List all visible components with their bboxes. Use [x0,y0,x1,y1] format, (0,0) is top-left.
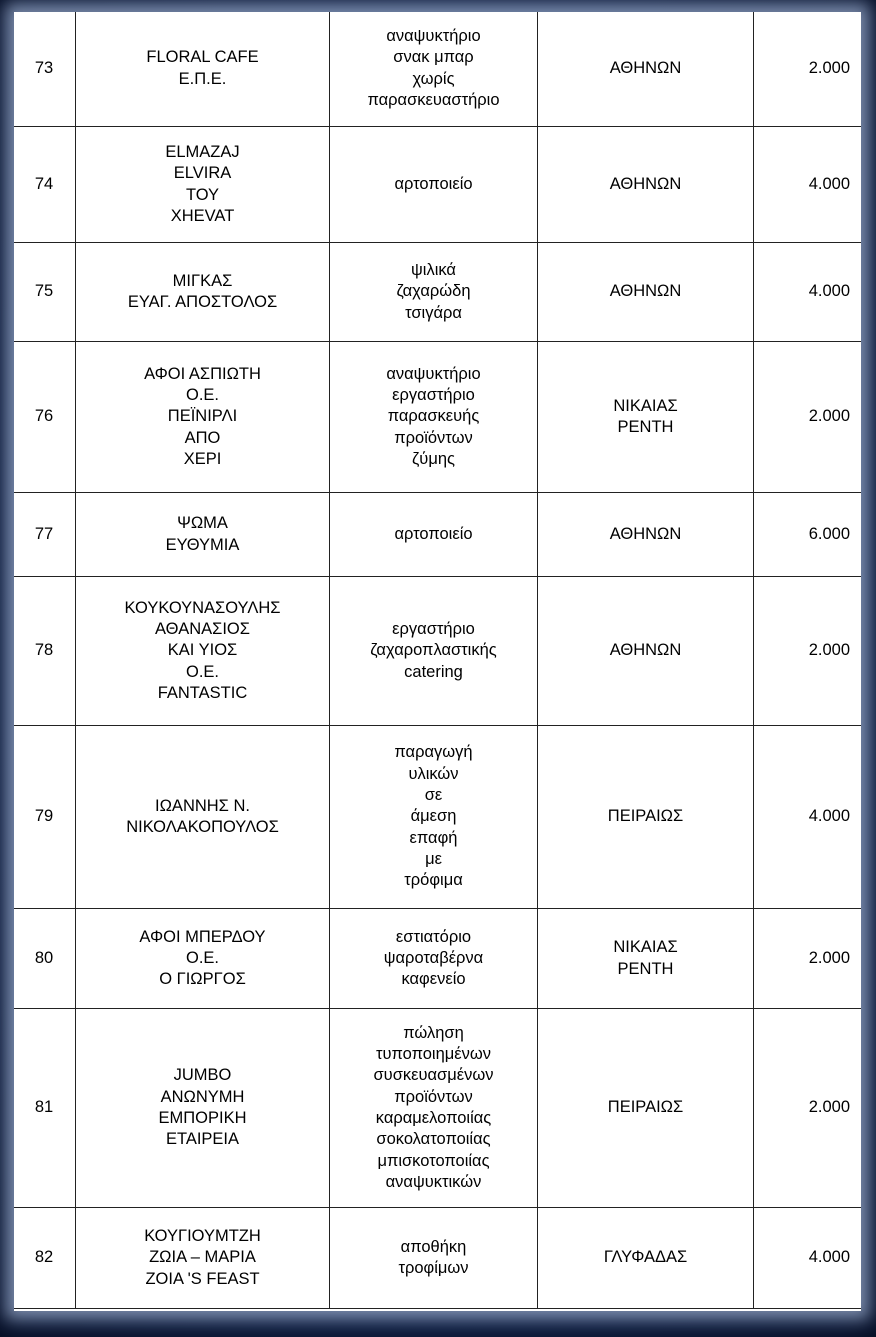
table-row [14,1009,861,1208]
business-name: ELMAZAJ ELVIRA ΤΟΥ XHEVAT [76,127,330,243]
row-number: 74 [14,127,76,243]
business-name: JUMBO ΑΝΩΝΥΜΗ ΕΜΠΟΡΙΚΗ ΕΤΑΙΡΕΙΑ [76,1009,330,1208]
municipality: ΑΘΗΝΩΝ [538,493,754,577]
fine-amount: 4.000 [754,243,862,342]
municipality: ΑΘΗΝΩΝ [538,127,754,243]
row-number: 73 [14,12,76,127]
business-name: ΚΟΥΚΟΥΝΑΣΟΥΛΗΣ ΑΘΑΝΑΣΙΟΣ ΚΑΙ ΥΙΟΣ Ο.Ε. FANTASTIC [76,577,330,726]
business-activity: αρτοποιείο [330,127,538,243]
municipality: ΠΕΙΡΑΙΩΣ [538,726,754,909]
business-name: ΙΩΑΝΝΗΣ Ν. ΝΙΚΟΛΑΚΟΠΟΥΛΟΣ [76,726,330,909]
business-name: ΑΦΟΙ ΜΠΕΡΔΟΥ Ο.Ε. Ο ΓΙΩΡΓΟΣ [76,909,330,1009]
municipality: ΠΕΙΡΑΙΩΣ [538,1009,754,1208]
business-activity: παραγωγή υλικών σε άμεση επαφή με τρόφιμα [330,726,538,909]
row-number: 76 [14,342,76,493]
business-name: ΜΙΓΚΑΣ ΕΥΑΓ. ΑΠΟΣΤΟΛΟΣ [76,243,330,342]
fine-amount: 6.000 [754,493,862,577]
municipality: ΑΘΗΝΩΝ [538,12,754,127]
fine-amount: 2.000 [754,909,862,1009]
fine-amount: 4.000 [754,726,862,909]
row-number: 81 [14,1009,76,1208]
business-name: ΨΩΜΑ ΕΥΘΥΜΙΑ [76,493,330,577]
business-activity: εργαστήριο ζαχαροπλαστικής catering [330,577,538,726]
row-number: 75 [14,243,76,342]
business-name: ΚΟΥΓΙΟΥΜΤΖΗ ΖΩΙΑ – ΜΑΡΙΑ ZOIA 'S FEAST [76,1208,330,1309]
business-activity: αποθήκη τροφίμων [330,1208,538,1309]
business-activity: εστιατόριο ψαροταβέρνα καφενείο [330,909,538,1009]
table-row [14,577,861,726]
fine-amount: 4.000 [754,127,862,243]
table-row [14,243,861,342]
business-activity: πώληση τυποποιημένων συσκευασμένων προϊόντων καραμελοποιίας σοκολατοποιίας μπισκοτοποιίας αναψυκτικών [330,1009,538,1208]
table-row [14,726,861,909]
table-row [14,493,861,577]
business-activity: αρτοποιείο [330,493,538,577]
row-number: 77 [14,493,76,577]
document-page [14,12,861,1311]
table-row [14,127,861,243]
business-activity: αναψυκτήριο εργαστήριο παρασκευής προϊόντων ζύμης [330,342,538,493]
fine-amount: 2.000 [754,1009,862,1208]
business-name: ΑΦΟΙ ΑΣΠΙΩΤΗ Ο.Ε. ΠΕΪΝΙΡΛΙ ΑΠΟ ΧΕΡΙ [76,342,330,493]
business-activity: ψιλικά ζαχαρώδη τσιγάρα [330,243,538,342]
municipality: ΑΘΗΝΩΝ [538,577,754,726]
fines-table [14,12,861,1309]
table-row [14,909,861,1009]
table-row [14,342,861,493]
fine-amount: 2.000 [754,577,862,726]
municipality: ΝΙΚΑΙΑΣ ΡΕΝΤΗ [538,909,754,1009]
municipality: ΝΙΚΑΙΑΣ ΡΕΝΤΗ [538,342,754,493]
row-number: 79 [14,726,76,909]
row-number: 80 [14,909,76,1009]
municipality: ΑΘΗΝΩΝ [538,243,754,342]
fine-amount: 2.000 [754,342,862,493]
fine-amount: 4.000 [754,1208,862,1309]
row-number: 78 [14,577,76,726]
row-number: 82 [14,1208,76,1309]
table-row [14,1208,861,1309]
table-row [14,12,861,127]
business-name: FLORAL CAFE Ε.Π.Ε. [76,12,330,127]
business-activity: αναψυκτήριο σνακ μπαρ χωρίς παρασκευαστήριο [330,12,538,127]
fine-amount: 2.000 [754,12,862,127]
municipality: ΓΛΥΦΑΔΑΣ [538,1208,754,1309]
